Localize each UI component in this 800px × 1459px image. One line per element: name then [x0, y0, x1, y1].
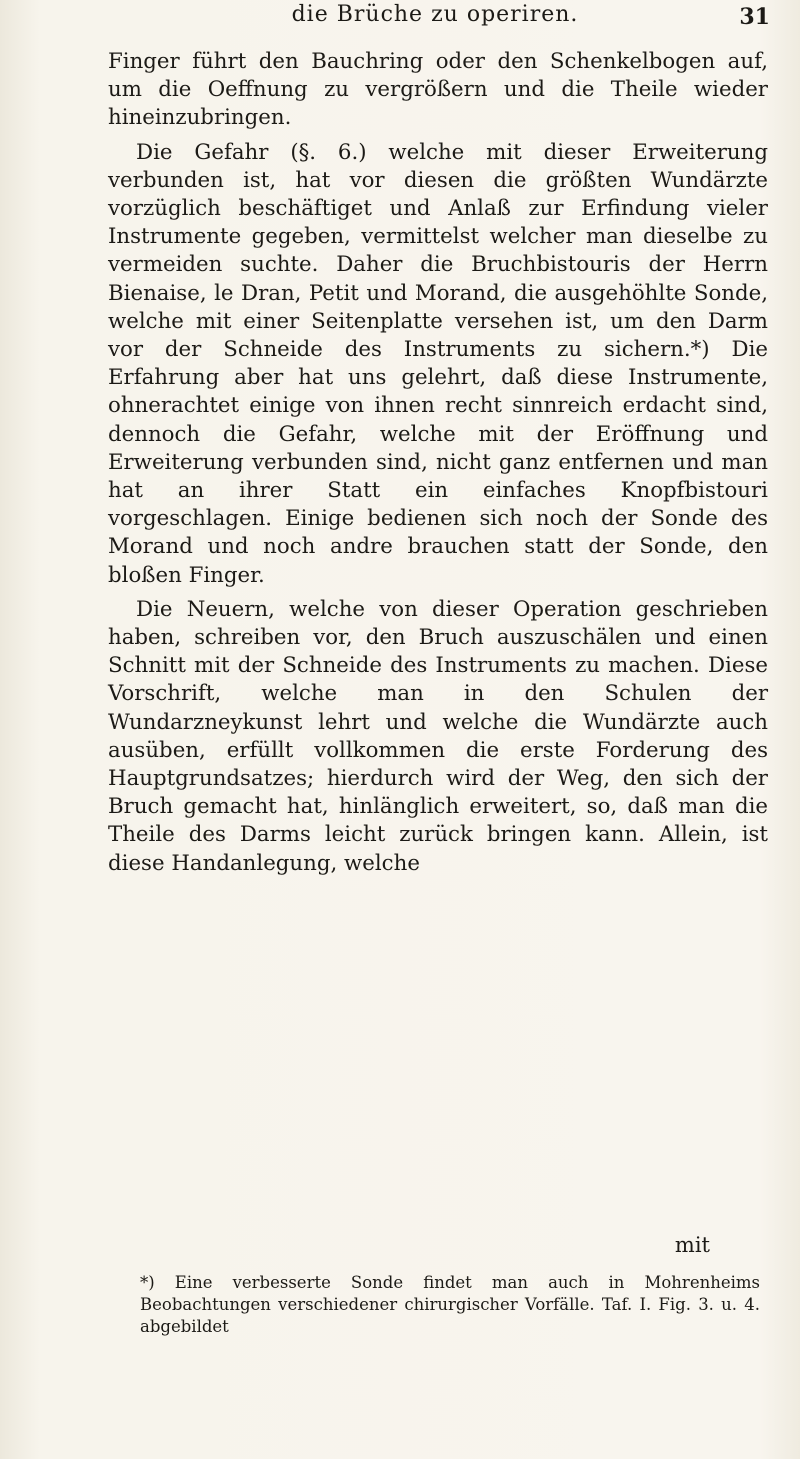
page-number: 31 [739, 4, 770, 30]
paragraph-1: Finger führt den Bauchring oder den Schenkelbogen auf, um die Oeffnung zu vergrößern und die Theile wieder hineinzubringen. [108, 49, 768, 131]
page-header [90, 0, 780, 40]
body-text [108, 48, 768, 878]
footnote: *) Eine verbesserte Sonde findet man auch in Mohrenheims Beobachtungen verschiedener chirurgischer Vorfälle. Taf. I. Fig. 3. u. 4. abgebildet [140, 1273, 760, 1336]
running-head: die Brüche zu operiren. [291, 2, 579, 27]
paragraph-3: Die Neuern, welche von dieser Operation geschrieben haben, schreiben vor, den Bruch auszuschälen und einen Schnitt mit der Schneide des Instruments zu machen. Diese Vorschrift, welche man in den Schulen der Wundarzneykunst lehrt und welche die Wundärzte auch ausüben, erfüllt vollkommen die erste Forderung des Hauptgrundsatzes; hierdurch wird der Weg, den sich der Bruch gemacht hat, hinlänglich erweitert, so, daß man die Theile des Darms leicht zurück bringen kann. Allein, ist diese Handanlegung, welche [108, 596, 768, 876]
catchword: mit [674, 1233, 710, 1257]
paragraph-2: Die Gefahr (§. 6.) welche mit dieser Erweiterung verbunden ist, hat vor diesen die größten Wundärzte vorzüglich beschäftiget und Anlaß zur Erfindung vieler Instrumente gegeben, vermittelst welcher man dieselbe zu vermeiden suchte. Daher die Bruchbistouris der Herrn Bienaise, le Dran, Petit und Morand, die ausgehöhlte Sonde, welche mit einer Seitenplatte versehen ist, um den Darm vor der Schneide des Instruments zu sichern.*) Die Erfahrung aber hat uns gelehrt, daß diese Instrumente, ohnerachtet einige von ihnen recht sinnreich erdacht sind, dennoch die Gefahr, welche mit der Eröffnung und Erweiterung verbunden sind, nicht ganz entfernen und man hat an ihrer Statt ein einfaches Knopfbistouri vorgeschlagen. Einige bedienen sich noch der Sonde des Morand und noch andre brauchen statt der Sonde, den bloßen Finger. [108, 139, 768, 588]
